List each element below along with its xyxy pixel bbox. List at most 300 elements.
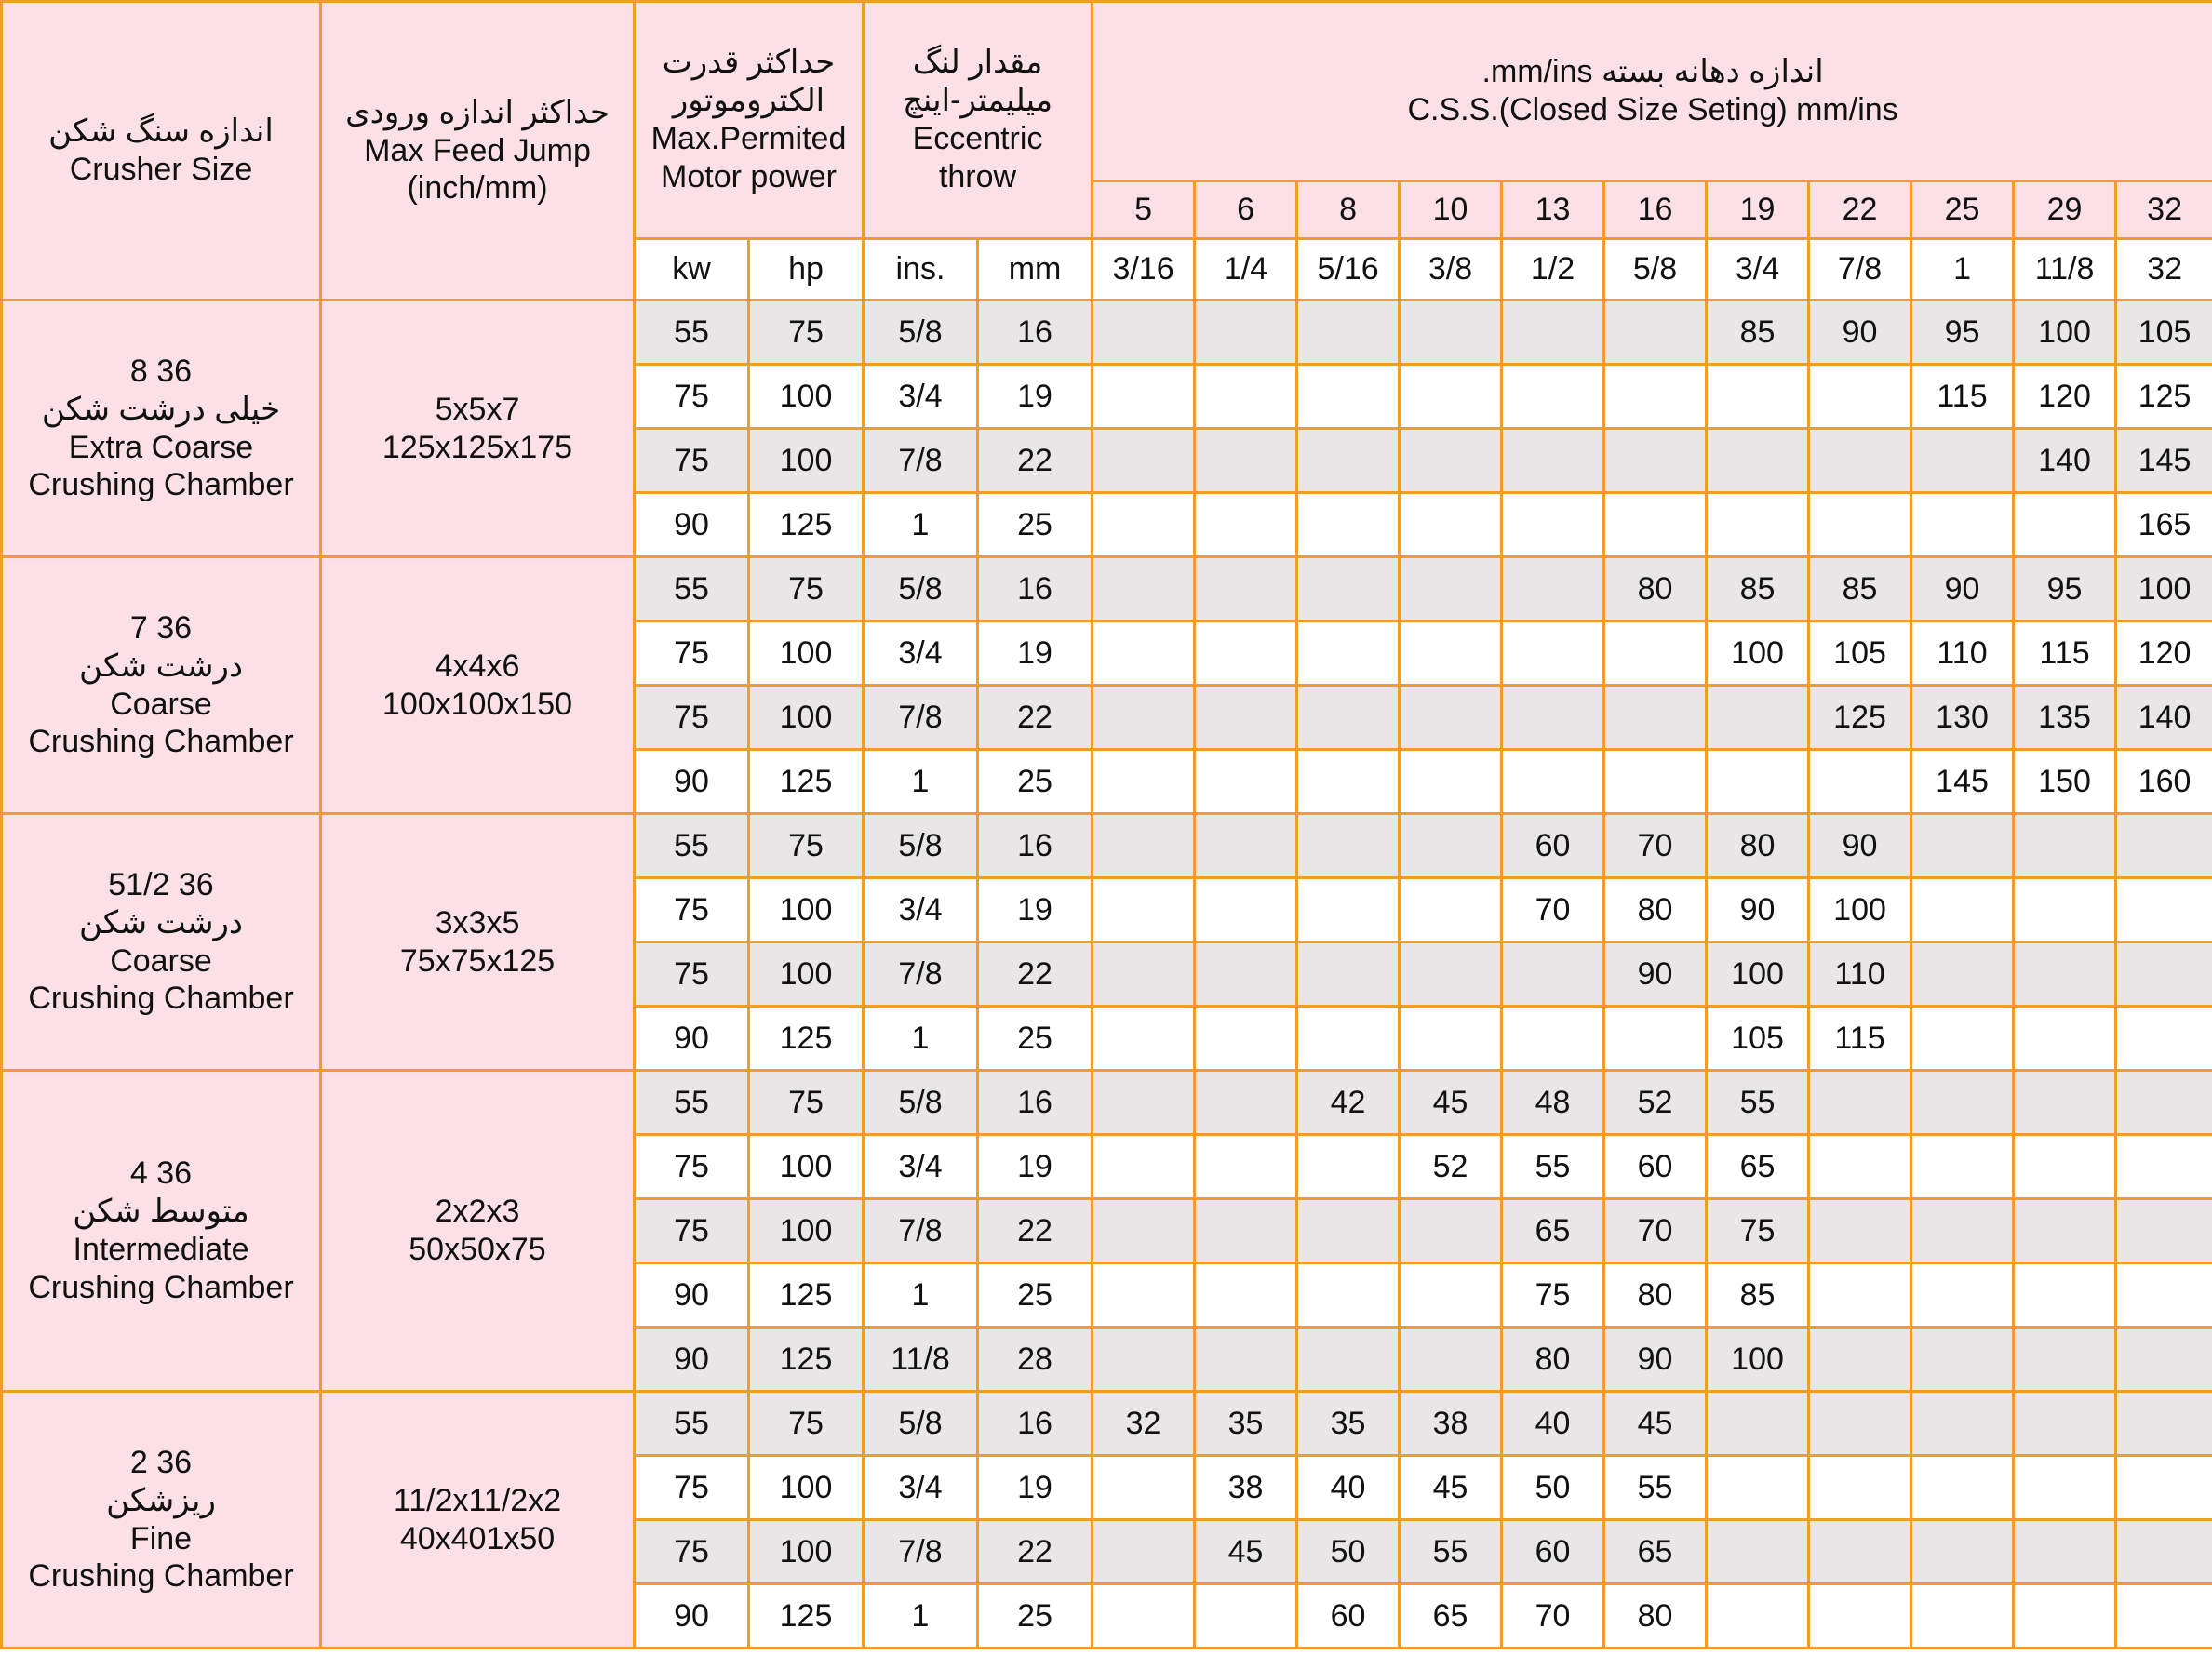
power-kw: 75 bbox=[635, 686, 749, 750]
power-hp: 75 bbox=[749, 1392, 864, 1456]
capacity-cell bbox=[1911, 942, 2014, 1007]
capacity-cell bbox=[1809, 750, 1911, 814]
capacity-cell: 52 bbox=[1604, 1071, 1707, 1135]
power-kw: 55 bbox=[635, 1071, 749, 1135]
power-hp: 75 bbox=[749, 1071, 864, 1135]
capacity-cell bbox=[2014, 1392, 2116, 1456]
power-hp: 100 bbox=[749, 1135, 864, 1199]
capacity-cell bbox=[2014, 1456, 2116, 1520]
capacity-cell bbox=[1911, 1456, 2014, 1520]
eccentric-mm: 16 bbox=[978, 1392, 1093, 1456]
eccentric-ins: 5/8 bbox=[864, 1071, 978, 1135]
crusher-size-cell bbox=[2, 814, 321, 1071]
capacity-cell bbox=[2116, 814, 2212, 878]
capacity-cell: 80 bbox=[1604, 1263, 1707, 1328]
capacity-cell bbox=[1400, 1007, 1502, 1071]
capacity-cell bbox=[2116, 1520, 2212, 1584]
css-mm-5: 16 bbox=[1604, 181, 1707, 239]
power-kw: 75 bbox=[635, 878, 749, 942]
capacity-cell: 55 bbox=[1400, 1520, 1502, 1584]
eccentric-ins: 3/4 bbox=[864, 878, 978, 942]
capacity-cell bbox=[1809, 1456, 1911, 1520]
capacity-cell bbox=[1297, 365, 1400, 429]
eccentric-ins: 5/8 bbox=[864, 1392, 978, 1456]
crusher-size-line: Coarse bbox=[110, 942, 212, 979]
capacity-cell: 38 bbox=[1195, 1456, 1297, 1520]
capacity-cell: 100 bbox=[1809, 878, 1911, 942]
capacity-cell bbox=[2116, 942, 2212, 1007]
capacity-cell bbox=[1093, 429, 1195, 493]
css-in-6: 3/4 bbox=[1707, 239, 1809, 300]
capacity-cell bbox=[1809, 429, 1911, 493]
power-kw: 90 bbox=[635, 750, 749, 814]
capacity-cell bbox=[1809, 1263, 1911, 1328]
capacity-cell bbox=[1400, 878, 1502, 942]
capacity-cell bbox=[1093, 1263, 1195, 1328]
css-mm-8: 25 bbox=[1911, 181, 2014, 239]
capacity-cell bbox=[1297, 942, 1400, 1007]
max-feed-line: 50x50x75 bbox=[409, 1232, 546, 1267]
eccentric-mm: 25 bbox=[978, 493, 1093, 557]
capacity-cell: 150 bbox=[2014, 750, 2116, 814]
chamber-name-fa: متوسط شکن bbox=[73, 1194, 249, 1230]
capacity-cell bbox=[1400, 750, 1502, 814]
max-feed-cell bbox=[321, 557, 635, 814]
header-max-feed-unit: (inch/mm) bbox=[407, 170, 548, 207]
capacity-cell bbox=[1093, 814, 1195, 878]
header-crusher-size bbox=[2, 2, 321, 300]
max-feed-line: 2x2x3 bbox=[435, 1194, 520, 1230]
capacity-cell bbox=[1195, 493, 1297, 557]
capacity-cell bbox=[2116, 1584, 2212, 1649]
power-kw: 75 bbox=[635, 1456, 749, 1520]
power-hp: 75 bbox=[749, 814, 864, 878]
crusher-size-cell bbox=[2, 557, 321, 814]
crusher-size-line: Coarse bbox=[110, 686, 212, 722]
eccentric-mm: 19 bbox=[978, 1135, 1093, 1199]
table-row bbox=[2, 557, 2212, 621]
capacity-cell: 52 bbox=[1400, 1135, 1502, 1199]
capacity-cell: 35 bbox=[1297, 1392, 1400, 1456]
power-kw: 75 bbox=[635, 1135, 749, 1199]
power-hp: 75 bbox=[749, 300, 864, 365]
capacity-cell bbox=[1195, 1071, 1297, 1135]
capacity-cell bbox=[1093, 493, 1195, 557]
capacity-cell bbox=[1911, 1520, 2014, 1584]
capacity-cell bbox=[1093, 942, 1195, 1007]
capacity-cell bbox=[1809, 1584, 1911, 1649]
max-feed-line: 11/2x11/2x2 bbox=[393, 1482, 562, 1518]
capacity-cell bbox=[1195, 429, 1297, 493]
eccentric-ins: 7/8 bbox=[864, 1199, 978, 1263]
capacity-cell bbox=[1604, 621, 1707, 686]
capacity-cell bbox=[1093, 750, 1195, 814]
capacity-cell bbox=[2014, 1135, 2116, 1199]
capacity-cell bbox=[1809, 1135, 1911, 1199]
capacity-cell: 45 bbox=[1195, 1520, 1297, 1584]
capacity-cell bbox=[1195, 1328, 1297, 1392]
capacity-cell: 75 bbox=[1707, 1199, 1809, 1263]
capacity-cell bbox=[1400, 557, 1502, 621]
capacity-cell: 100 bbox=[2014, 300, 2116, 365]
power-kw: 90 bbox=[635, 1328, 749, 1392]
capacity-cell bbox=[1297, 814, 1400, 878]
capacity-cell bbox=[1604, 300, 1707, 365]
capacity-cell bbox=[2014, 1328, 2116, 1392]
header-eccentric-en-2: throw bbox=[938, 158, 1017, 194]
capacity-cell: 95 bbox=[2014, 557, 2116, 621]
capacity-cell: 135 bbox=[2014, 686, 2116, 750]
capacity-cell: 50 bbox=[1502, 1456, 1604, 1520]
capacity-cell: 45 bbox=[1400, 1071, 1502, 1135]
capacity-cell bbox=[1502, 686, 1604, 750]
capacity-cell bbox=[1195, 621, 1297, 686]
capacity-cell bbox=[1809, 1328, 1911, 1392]
power-kw: 75 bbox=[635, 1520, 749, 1584]
capacity-cell bbox=[1400, 686, 1502, 750]
power-hp: 100 bbox=[749, 878, 864, 942]
capacity-cell: 125 bbox=[2116, 365, 2212, 429]
capacity-cell: 70 bbox=[1502, 878, 1604, 942]
capacity-cell bbox=[1195, 1199, 1297, 1263]
eccentric-ins: 7/8 bbox=[864, 686, 978, 750]
capacity-cell: 60 bbox=[1297, 1584, 1400, 1649]
power-hp: 100 bbox=[749, 429, 864, 493]
capacity-cell bbox=[1502, 1007, 1604, 1071]
capacity-cell: 40 bbox=[1502, 1392, 1604, 1456]
capacity-cell bbox=[1195, 300, 1297, 365]
header-motor-power-en-2: Motor power bbox=[661, 158, 837, 194]
css-in-8: 1 bbox=[1911, 239, 2014, 300]
capacity-cell bbox=[1093, 365, 1195, 429]
capacity-cell bbox=[1195, 557, 1297, 621]
eccentric-ins: 1 bbox=[864, 493, 978, 557]
capacity-cell bbox=[1911, 878, 2014, 942]
power-hp: 100 bbox=[749, 621, 864, 686]
capacity-cell bbox=[1297, 1135, 1400, 1199]
eccentric-mm: 16 bbox=[978, 814, 1093, 878]
capacity-cell: 145 bbox=[1911, 750, 2014, 814]
capacity-cell: 120 bbox=[2116, 621, 2212, 686]
max-feed-line: 5x5x7 bbox=[435, 391, 520, 427]
capacity-cell bbox=[1604, 750, 1707, 814]
capacity-cell bbox=[1093, 878, 1195, 942]
capacity-cell: 125 bbox=[1809, 686, 1911, 750]
capacity-cell bbox=[1195, 1007, 1297, 1071]
header-css bbox=[1093, 2, 2212, 181]
eccentric-mm: 25 bbox=[978, 1584, 1093, 1649]
capacity-cell bbox=[1093, 621, 1195, 686]
max-feed-line: 125x125x175 bbox=[382, 429, 573, 465]
crusher-size-line: Intermediate bbox=[73, 1232, 249, 1267]
capacity-cell bbox=[1093, 1456, 1195, 1520]
capacity-cell: 55 bbox=[1502, 1135, 1604, 1199]
capacity-cell bbox=[1093, 557, 1195, 621]
crusher-size-line: Crushing Chamber bbox=[28, 1558, 294, 1595]
capacity-cell bbox=[1400, 942, 1502, 1007]
capacity-cell: 65 bbox=[1400, 1584, 1502, 1649]
chamber-name-fa: خیلی درشت شکن bbox=[41, 391, 281, 427]
power-hp: 125 bbox=[749, 750, 864, 814]
css-mm-1: 6 bbox=[1195, 181, 1297, 239]
power-kw: 90 bbox=[635, 1007, 749, 1071]
capacity-cell bbox=[1195, 814, 1297, 878]
capacity-cell: 60 bbox=[1502, 814, 1604, 878]
crusher-size-cell bbox=[2, 1071, 321, 1392]
capacity-cell: 80 bbox=[1502, 1328, 1604, 1392]
capacity-cell bbox=[1707, 1456, 1809, 1520]
capacity-cell: 55 bbox=[1604, 1456, 1707, 1520]
capacity-cell bbox=[2014, 942, 2116, 1007]
crusher-size-line: 51/2 36 bbox=[108, 866, 214, 902]
eccentric-ins: 3/4 bbox=[864, 1456, 978, 1520]
header-max-feed bbox=[321, 2, 635, 300]
capacity-cell bbox=[2116, 1199, 2212, 1263]
capacity-cell bbox=[1195, 750, 1297, 814]
capacity-cell bbox=[1911, 1328, 2014, 1392]
capacity-cell: 45 bbox=[1400, 1456, 1502, 1520]
header-css-fa: اندازه دهانه بسته mm/ins. bbox=[1481, 54, 1824, 90]
capacity-cell bbox=[1297, 686, 1400, 750]
capacity-cell bbox=[1809, 365, 1911, 429]
capacity-cell: 75 bbox=[1502, 1263, 1604, 1328]
capacity-cell bbox=[1502, 429, 1604, 493]
css-in-4: 1/2 bbox=[1502, 239, 1604, 300]
capacity-cell: 85 bbox=[1809, 557, 1911, 621]
chamber-name-fa: ریزشکن bbox=[106, 1482, 216, 1518]
power-hp: 100 bbox=[749, 1199, 864, 1263]
capacity-cell: 90 bbox=[1911, 557, 2014, 621]
capacity-cell bbox=[2014, 1520, 2116, 1584]
capacity-cell bbox=[1809, 493, 1911, 557]
max-feed-line: 4x4x6 bbox=[435, 648, 520, 684]
header-crusher-size-en: Crusher Size bbox=[69, 152, 253, 187]
crusher-size-line: 2 36 bbox=[129, 1444, 193, 1480]
capacity-cell: 80 bbox=[1707, 814, 1809, 878]
crusher-size-line: 8 36 bbox=[129, 353, 193, 389]
eccentric-mm: 16 bbox=[978, 300, 1093, 365]
capacity-cell bbox=[1400, 1328, 1502, 1392]
capacity-cell bbox=[1502, 621, 1604, 686]
chamber-name-fa: درشت شکن bbox=[78, 648, 244, 684]
eccentric-ins: 1 bbox=[864, 1263, 978, 1328]
power-hp: 125 bbox=[749, 493, 864, 557]
capacity-cell bbox=[1911, 1584, 2014, 1649]
css-mm-10: 32 bbox=[2116, 181, 2212, 239]
capacity-cell bbox=[1297, 557, 1400, 621]
capacity-cell: 70 bbox=[1604, 814, 1707, 878]
capacity-cell bbox=[1911, 1199, 2014, 1263]
power-hp: 100 bbox=[749, 1456, 864, 1520]
capacity-cell: 160 bbox=[2116, 750, 2212, 814]
capacity-cell bbox=[2014, 1071, 2116, 1135]
capacity-cell: 95 bbox=[1911, 300, 2014, 365]
eccentric-ins: 5/8 bbox=[864, 300, 978, 365]
power-hp: 125 bbox=[749, 1007, 864, 1071]
capacity-cell bbox=[1911, 429, 2014, 493]
capacity-cell: 48 bbox=[1502, 1071, 1604, 1135]
capacity-cell bbox=[1911, 1135, 2014, 1199]
capacity-cell: 115 bbox=[1809, 1007, 1911, 1071]
css-in-2: 5/16 bbox=[1297, 239, 1400, 300]
capacity-cell bbox=[1297, 1007, 1400, 1071]
capacity-cell bbox=[1604, 429, 1707, 493]
header-motor-power-en-1: Max.Permited bbox=[650, 121, 847, 156]
capacity-cell: 115 bbox=[1911, 365, 2014, 429]
unit-2: ins. bbox=[864, 239, 978, 300]
capacity-cell bbox=[1707, 1392, 1809, 1456]
capacity-cell bbox=[1093, 1135, 1195, 1199]
crusher-size-line: Fine bbox=[129, 1520, 193, 1556]
css-in-10: 32 bbox=[2116, 239, 2212, 300]
capacity-cell: 100 bbox=[1707, 1328, 1809, 1392]
capacity-cell: 110 bbox=[1911, 621, 2014, 686]
capacity-cell: 85 bbox=[1707, 557, 1809, 621]
capacity-cell bbox=[1297, 621, 1400, 686]
capacity-cell bbox=[1604, 365, 1707, 429]
capacity-cell: 32 bbox=[1093, 1392, 1195, 1456]
table-body bbox=[2, 2, 2212, 1649]
capacity-cell: 90 bbox=[1604, 942, 1707, 1007]
capacity-cell: 120 bbox=[2014, 365, 2116, 429]
capacity-cell bbox=[2116, 1392, 2212, 1456]
capacity-cell bbox=[1707, 429, 1809, 493]
header-motor-power-fa-1: حداکثر قدرت bbox=[662, 45, 836, 81]
capacity-cell bbox=[1502, 300, 1604, 365]
power-hp: 100 bbox=[749, 686, 864, 750]
eccentric-mm: 25 bbox=[978, 1263, 1093, 1328]
header-max-feed-fa: حداکثر اندازه ورودی bbox=[345, 94, 610, 130]
power-hp: 125 bbox=[749, 1328, 864, 1392]
capacity-cell: 45 bbox=[1604, 1392, 1707, 1456]
capacity-cell: 50 bbox=[1297, 1520, 1400, 1584]
capacity-cell: 115 bbox=[2014, 621, 2116, 686]
power-kw: 90 bbox=[635, 1263, 749, 1328]
capacity-cell: 80 bbox=[1604, 878, 1707, 942]
eccentric-ins: 5/8 bbox=[864, 557, 978, 621]
capacity-cell: 60 bbox=[1604, 1135, 1707, 1199]
capacity-cell bbox=[1093, 686, 1195, 750]
capacity-cell bbox=[1195, 1584, 1297, 1649]
eccentric-ins: 1 bbox=[864, 750, 978, 814]
capacity-cell: 145 bbox=[2116, 429, 2212, 493]
capacity-cell: 60 bbox=[1502, 1520, 1604, 1584]
capacity-cell bbox=[1707, 750, 1809, 814]
capacity-cell: 85 bbox=[1707, 300, 1809, 365]
capacity-cell bbox=[2014, 1007, 2116, 1071]
capacity-cell bbox=[1604, 686, 1707, 750]
capacity-cell bbox=[1093, 1199, 1195, 1263]
crusher-size-cell bbox=[2, 1392, 321, 1649]
eccentric-ins: 11/8 bbox=[864, 1328, 978, 1392]
crusher-size-line: Crushing Chamber bbox=[28, 1269, 294, 1305]
capacity-cell bbox=[2116, 878, 2212, 942]
capacity-cell: 165 bbox=[2116, 493, 2212, 557]
capacity-cell bbox=[2014, 1584, 2116, 1649]
power-hp: 100 bbox=[749, 942, 864, 1007]
capacity-cell: 90 bbox=[1707, 878, 1809, 942]
capacity-cell bbox=[1093, 1071, 1195, 1135]
capacity-cell: 85 bbox=[1707, 1263, 1809, 1328]
max-feed-cell bbox=[321, 300, 635, 557]
css-mm-9: 29 bbox=[2014, 181, 2116, 239]
capacity-cell bbox=[2014, 493, 2116, 557]
css-in-5: 5/8 bbox=[1604, 239, 1707, 300]
capacity-cell bbox=[1604, 493, 1707, 557]
capacity-cell bbox=[1093, 1328, 1195, 1392]
capacity-cell bbox=[1400, 1199, 1502, 1263]
eccentric-mm: 16 bbox=[978, 1071, 1093, 1135]
capacity-cell: 100 bbox=[2116, 557, 2212, 621]
max-feed-cell bbox=[321, 1071, 635, 1392]
crusher-size-line: 4 36 bbox=[129, 1155, 193, 1192]
capacity-cell bbox=[1297, 878, 1400, 942]
crusher-size-line: Crushing Chamber bbox=[28, 467, 294, 503]
table-row bbox=[2, 814, 2212, 878]
capacity-cell: 80 bbox=[1604, 557, 1707, 621]
capacity-cell bbox=[1195, 878, 1297, 942]
capacity-cell bbox=[1502, 750, 1604, 814]
header-motor-power bbox=[635, 2, 864, 239]
capacity-cell bbox=[1809, 1520, 1911, 1584]
capacity-cell bbox=[1707, 1520, 1809, 1584]
eccentric-mm: 28 bbox=[978, 1328, 1093, 1392]
capacity-cell: 70 bbox=[1604, 1199, 1707, 1263]
eccentric-ins: 1 bbox=[864, 1007, 978, 1071]
max-feed-line: 3x3x5 bbox=[435, 904, 520, 941]
power-kw: 75 bbox=[635, 1199, 749, 1263]
css-in-3: 3/8 bbox=[1400, 239, 1502, 300]
capacity-cell bbox=[1502, 493, 1604, 557]
power-kw: 75 bbox=[635, 365, 749, 429]
crusher-size-line: Crushing Chamber bbox=[28, 724, 294, 760]
capacity-cell bbox=[2014, 814, 2116, 878]
css-mm-0: 5 bbox=[1093, 181, 1195, 239]
eccentric-mm: 22 bbox=[978, 686, 1093, 750]
capacity-cell: 40 bbox=[1297, 1456, 1400, 1520]
capacity-cell bbox=[1195, 1135, 1297, 1199]
capacity-cell bbox=[1809, 1199, 1911, 1263]
capacity-cell bbox=[1911, 1263, 2014, 1328]
capacity-cell bbox=[1911, 1392, 2014, 1456]
capacity-cell bbox=[1809, 1392, 1911, 1456]
eccentric-ins: 5/8 bbox=[864, 814, 978, 878]
eccentric-mm: 25 bbox=[978, 750, 1093, 814]
capacity-cell: 90 bbox=[1604, 1328, 1707, 1392]
power-kw: 90 bbox=[635, 493, 749, 557]
capacity-cell: 38 bbox=[1400, 1392, 1502, 1456]
power-hp: 100 bbox=[749, 1520, 864, 1584]
css-mm-3: 10 bbox=[1400, 181, 1502, 239]
crusher-size-line: 7 36 bbox=[129, 609, 193, 646]
capacity-cell bbox=[1809, 1071, 1911, 1135]
capacity-cell bbox=[1093, 1520, 1195, 1584]
power-hp: 125 bbox=[749, 1263, 864, 1328]
capacity-cell bbox=[2116, 1135, 2212, 1199]
capacity-cell bbox=[1093, 1584, 1195, 1649]
max-feed-line: 40x401x50 bbox=[399, 1520, 556, 1556]
capacity-cell: 140 bbox=[2116, 686, 2212, 750]
capacity-cell bbox=[1297, 493, 1400, 557]
eccentric-ins: 1 bbox=[864, 1584, 978, 1649]
crusher-size-cell bbox=[2, 300, 321, 557]
power-hp: 75 bbox=[749, 557, 864, 621]
header-motor-power-fa-2: الکتروموتور bbox=[672, 83, 825, 119]
capacity-cell bbox=[1707, 365, 1809, 429]
eccentric-ins: 3/4 bbox=[864, 1135, 978, 1199]
power-hp: 125 bbox=[749, 1584, 864, 1649]
capacity-cell bbox=[1297, 1199, 1400, 1263]
